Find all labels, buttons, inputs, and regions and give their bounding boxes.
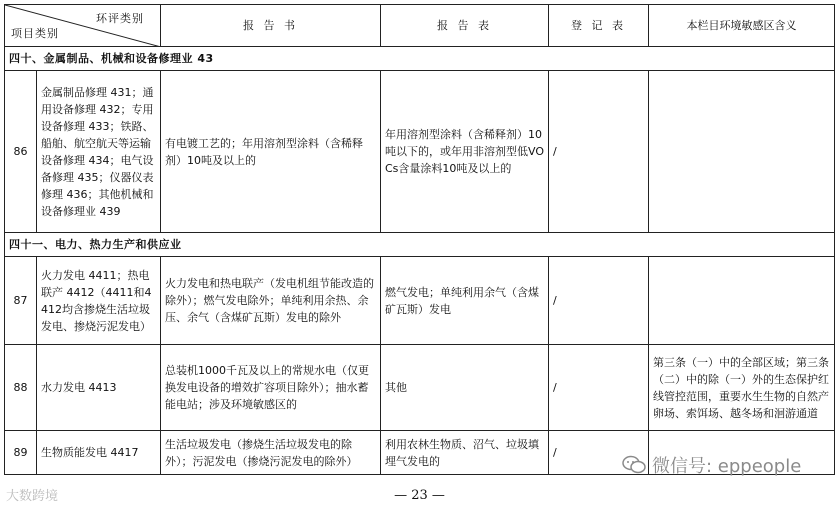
brand-watermark-text: 大数跨境 bbox=[6, 489, 59, 504]
table-row bbox=[5, 257, 835, 345]
col-register: 登 记 表 bbox=[549, 5, 649, 47]
diagonal-header-cell bbox=[5, 5, 161, 47]
col-report-table: 报 告 表 bbox=[381, 5, 549, 47]
table-row bbox=[5, 71, 835, 233]
report-table-cell: 燃气发电；单纯利用余气（含煤矿瓦斯）发电 bbox=[381, 257, 549, 345]
col-sensitive-area: 本栏目环境敏感区含义 bbox=[649, 5, 835, 47]
wechat-icon bbox=[622, 455, 646, 475]
row-number: 88 bbox=[5, 345, 37, 431]
report-table-cell: 利用农林生物质、沼气、垃圾填埋气发电的 bbox=[381, 431, 549, 475]
row-number: 87 bbox=[5, 257, 37, 345]
col-report-book: 报 告 书 bbox=[161, 5, 381, 47]
wechat-watermark bbox=[622, 452, 801, 478]
section-title: 四十一、电力、热力生产和供应业 bbox=[5, 233, 835, 257]
classification-table bbox=[4, 4, 835, 475]
section-row bbox=[5, 47, 835, 71]
wechat-id-text: 微信号: eppeople bbox=[652, 456, 802, 477]
report-book-cell: 总装机1000千瓦及以上的常规水电（仅更换发电设备的增效扩容项目除外）；抽水蓄能电站；涉及环境敏感区的 bbox=[161, 345, 381, 431]
report-book-cell: 火力发电和热电联产（发电机组节能改造的除外）；燃气发电除外；单纯利用余热、余压、余气（含煤矿瓦斯）发电的除外 bbox=[161, 257, 381, 345]
register-cell: / bbox=[549, 431, 649, 475]
header-row bbox=[5, 5, 835, 47]
sensitive-area-cell bbox=[649, 71, 835, 233]
register-cell: / bbox=[549, 345, 649, 431]
diag-bottom-label: 项目类别 bbox=[11, 27, 59, 40]
report-table-cell: 年用溶剂型涂料（含稀释剂）10吨以下的，或年用非溶剂型低VOCs含量涂料10吨及以上的 bbox=[381, 71, 549, 233]
diag-top-label: 环评类别 bbox=[96, 12, 144, 25]
row-number: 89 bbox=[5, 431, 37, 475]
register-cell: / bbox=[549, 71, 649, 233]
project-category: 生物质能发电 4417 bbox=[37, 431, 161, 475]
report-book-cell: 有电镀工艺的；年用溶剂型涂料（含稀释剂）10吨及以上的 bbox=[161, 71, 381, 233]
page-number: — 23 — bbox=[394, 488, 445, 503]
register-cell: / bbox=[549, 257, 649, 345]
sensitive-area-cell: 第三条（一）中的全部区域；第三条（二）中的除（一）外的生态保护红线管控范围，重要水生生物的自然产卵场、索饵场、越冬场和洄游通道 bbox=[649, 345, 835, 431]
table-row bbox=[5, 345, 835, 431]
section-title: 四十、金属制品、机械和设备修理业 43 bbox=[5, 47, 835, 71]
sensitive-area-cell bbox=[649, 257, 835, 345]
row-number: 86 bbox=[5, 71, 37, 233]
report-book-cell: 生活垃圾发电（掺烧生活垃圾发电的除外）；污泥发电（掺烧污泥发电的除外） bbox=[161, 431, 381, 475]
report-table-cell: 其他 bbox=[381, 345, 549, 431]
project-category: 金属制品修理 431；通用设备修理 432；专用设备修理 433；铁路、船舶、航空航天等运输设备修理 434；电气设备修理 435；仪器仪表修理 436；其他机械和设备修理业 439 bbox=[37, 71, 161, 233]
section-row bbox=[5, 233, 835, 257]
project-category: 火力发电 4411；热电联产 4412（4411和4412均含掺烧生活垃圾发电、掺烧污泥发电） bbox=[37, 257, 161, 345]
project-category: 水力发电 4413 bbox=[37, 345, 161, 431]
